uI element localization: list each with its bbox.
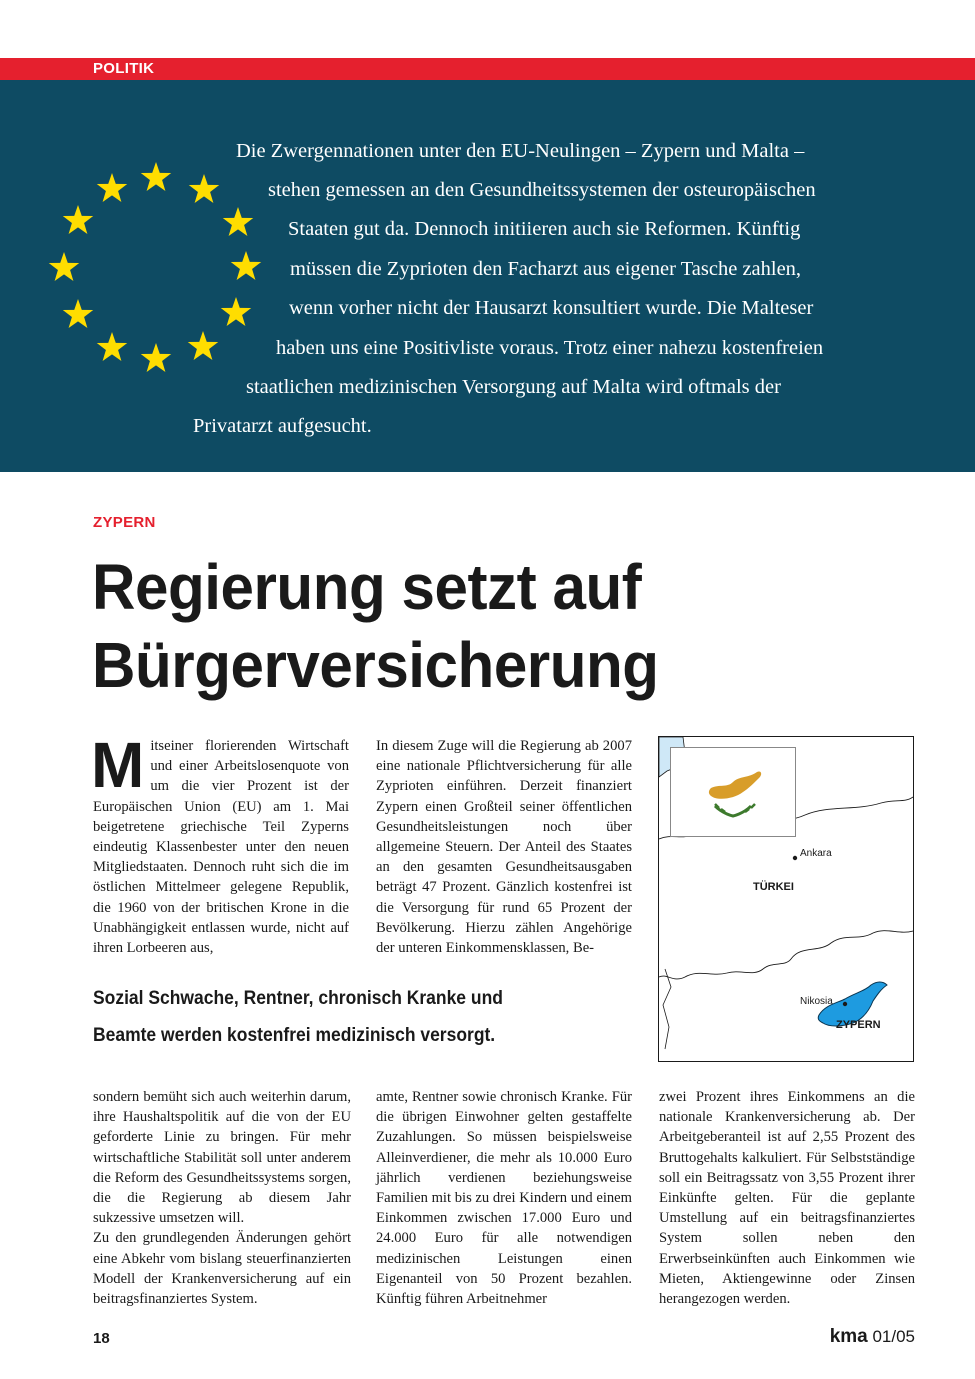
map-label-zypern: ZYPERN xyxy=(836,1019,881,1031)
drop-cap: M xyxy=(91,729,145,801)
pull-quote-line: Beamte werden kostenfrei medizinisch versorgt. xyxy=(93,1025,496,1046)
column-2-bottom: amte, Rentner sowie chronisch Kranke. Für die übrigen Einwohner gelten gestaffelte Zuzahlungen. So müssen beispielsweise Alleinverdiener, die mehr als 10.000 Euro jährlich verdienen beziehungsweise Familien mit bis zu drei Kindern und einem Einkommen zwischen 17.000 Euro und 24.000 Euro für alle notwendigen medizinischen Leistungen einen Eigenanteil von 50 Prozent bezahlen. Künftig führen Arbeitnehmer xyxy=(376,1089,632,1308)
page-number: 18 xyxy=(93,1330,110,1347)
article-headline: Regierung setzt auf Bürgerversicherung xyxy=(92,551,659,701)
pull-quote-line: Sozial Schwache, Rentner, chronisch Kranke und xyxy=(93,988,503,1009)
top-margin xyxy=(0,0,975,58)
issue-number: 01/05 xyxy=(872,1327,915,1346)
intro-line: stehen gemessen an den Gesundheitssystemen der osteuropäischen xyxy=(268,179,816,201)
intro-line: Die Zwergennationen unter den EU-Neulingen – Zypern und Malta – xyxy=(236,140,805,162)
coast-west xyxy=(663,969,671,1049)
brand-logo: kma xyxy=(829,1326,868,1347)
column-1-bottom-p1: sondern bemüht sich auch weiterhin darum, ihre Haushaltspolitik auf die von der EU geforderte Linie zu bringen. Für mehr wirtschaftliche Stabilität soll unter anderem die Reform des Gesundheitssystems sorgen, die die Regierung ab diesem Jahr sukzessive umsetzen will. xyxy=(93,1089,351,1227)
cyprus-flag xyxy=(670,747,796,837)
article-kicker: ZYPERN xyxy=(93,514,156,531)
intro-line: haben uns eine Positivliste voraus. Trotz einer nahezu kostenfreien xyxy=(276,337,824,359)
map-label-ankara: Ankara xyxy=(800,848,832,859)
column-3-bottom: zwei Prozent ihres Einkommens an die nationale Krankenversicherung ab. Der Arbeitgeberanteil ist auf 2,55 Prozent des Bruttogehalts kalkuliert. Für Selbstständige soll ein Beitragssatz von 3,55 Prozent ihrer Einkünfte gelten. Für die geplante Umstellung auf ein beitragsfinanziertes System sollen neben den Erwerbseinkünften auch Einkommen wie Mieten, Aktiengewinne oder Zinsen herangezogen werden. xyxy=(659,1089,915,1308)
flag-island-icon xyxy=(709,771,761,798)
eu-stars-icon xyxy=(40,155,270,385)
footer-brand xyxy=(830,1326,915,1348)
pull-quote xyxy=(93,980,653,1054)
cyprus-flag-svg xyxy=(671,748,795,836)
ankara-dot xyxy=(793,856,797,860)
intro-line: wenn vorher nicht der Hausarzt konsultiert wurde. Die Malteser xyxy=(289,297,814,319)
intro-line: Privatarzt aufgesucht. xyxy=(193,415,372,437)
column-1-top xyxy=(91,729,349,958)
column-1-top-text: itseiner florierenden Wirtschaft und einer Arbeitslosenquote von um die vier Prozent ist der Europäischen Union (EU) am 1. Mai beigetretene griechische Teil Zyperns eindeutig Klassenbester unter den neuen Mitgliedstaaten. Dennoch ruht sich die im östlichen Mittelmeer gelegene Republik, die 1960 von der britischen Krone in die Unabhängigkeit entlassen wurde, nicht auf ihren Lorbeeren aus, xyxy=(93,738,349,957)
intro-line: Staaten gut da. Dennoch initiieren auch sie Reformen. Künftig xyxy=(288,218,801,240)
map-graphic xyxy=(658,736,914,1062)
map-label-tuerkei: TÜRKEI xyxy=(753,881,794,893)
intro-line: staatlichen medizinischen Versorgung auf Malta wird oftmals der xyxy=(246,376,781,398)
intro-line: müssen die Zyprioten den Facharzt aus eigener Tasche zahlen, xyxy=(290,258,802,280)
column-2-top: In diesem Zuge will die Regierung ab 2007 eine nationale Pflichtversicherung für alle Zyprioten einführen. Derzeit finanziert Zypern einen Großteil seiner öffentlichen Gesundheitsleistungen noch über allgemeine Steuern. Der Anteil des Staates an den gesamten Gesundheitsausgaben beträgt 47 Prozent. Gänzlich kostenfrei ist die Versorgung für rund 65 Prozent der Bevölkerung. Hierzu zählen Angehörige der unteren Einkommensklassen, Be- xyxy=(376,738,632,957)
column-1-bottom-p2: Zu den grundlegenden Änderungen gehört eine Abkehr vom bislang steuerfinanzierten Modell der Krankenversicherung auf ein beitragsfinanziertes System. xyxy=(93,1230,351,1308)
coast-south xyxy=(659,931,913,979)
map-label-nikosia: Nikosia xyxy=(800,996,833,1007)
section-label: POLITIK xyxy=(93,60,155,77)
column-1-bottom xyxy=(93,1087,351,1309)
nikosia-dot xyxy=(843,1002,847,1006)
